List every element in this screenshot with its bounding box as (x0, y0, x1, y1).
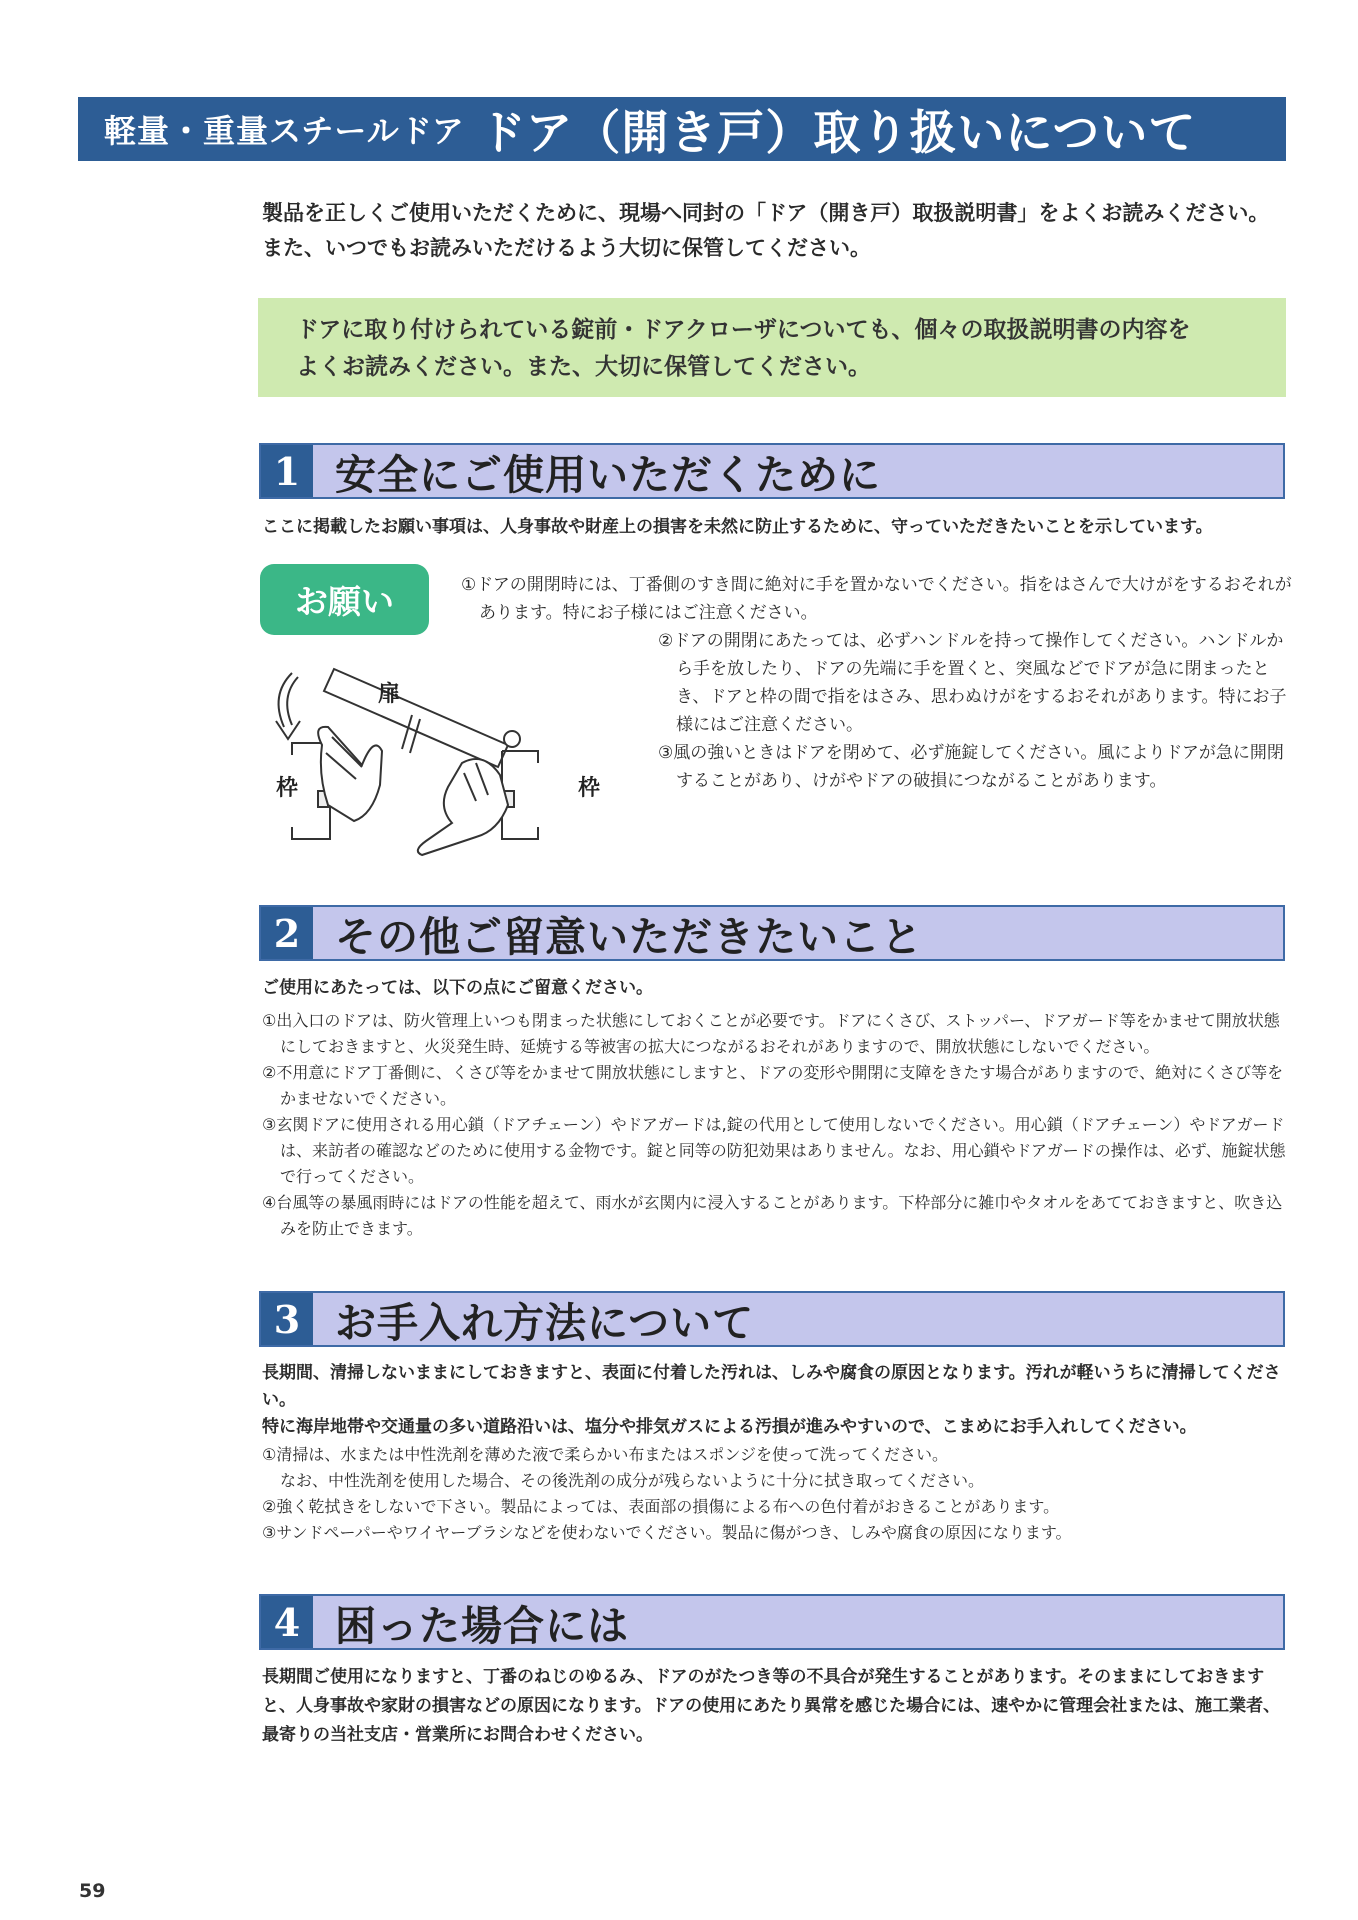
section-3-item-1-note: なお、中性洗剤を使用した場合、その後洗剤の成分が残らないように十分に拭き取ってください。 (280, 1471, 985, 1490)
section-4-header (259, 1594, 1285, 1650)
page-title-bar (78, 97, 1286, 161)
section-1-title: 安全にご使用いただくために (335, 450, 881, 499)
section-3-title: お手入れ方法について (335, 1298, 755, 1347)
swing-arrow-icon (276, 673, 300, 739)
door-label: 扉 (378, 682, 401, 707)
intro-text (262, 196, 1292, 266)
section-3-item-2: ②強く乾拭きをしないで下さい。製品によっては、表面部の損傷による布への色付着がおきることがあります。 (262, 1497, 1060, 1516)
section-2-item-2: ②不用意にドア丁番側に、くさび等をかませて開放状態にしますと、ドアの変形や開閉に支障をきたす場合がありますので、絶対にくさび等をかませないでください。 (262, 1063, 1284, 1108)
section-1-item-1: ①ドアの開閉時には、丁番側のすき間に絶対に手を置かないでください。指をはさんで大けがをするおそれがあります。特にお子様にはご注意ください。 (461, 575, 1292, 623)
notice-box (258, 298, 1286, 397)
section-3-lead-2: 特に海岸地帯や交通量の多い道路沿いは、塩分や排気ガスによる汚損が進みやすいので、こまめにお手入れしてください。 (262, 1417, 1197, 1437)
section-3-header (259, 1291, 1285, 1347)
section-3-list (262, 1442, 1292, 1546)
section-1-item-2: ②ドアの開閉にあたっては、必ずハンドルを持って操作してください。ハンドルから手を放したり、ドアの先端に手を置くと、突風などでドアが急に閉まったとき、ドアと枠の間で指をはさみ、思わぬけがをするおそれがあります。特にお子様にはご注意ください。 (658, 631, 1287, 735)
page-number: 59 (79, 1880, 106, 1902)
hinge-icon (504, 731, 520, 747)
frame-label-left: 枠 (276, 776, 299, 801)
section-2-item-4: ④台風等の暴風雨時にはドアの性能を超えて、雨水が玄関内に浸入することがあります。下枠部分に雑巾やタオルをあてておきますと、吹き込みを防止できます。 (262, 1193, 1283, 1238)
section-2-list (262, 1008, 1292, 1242)
section-1-item-3: ③風の強いときはドアを閉めて、必ず施錠してください。風によりドアが急に開閉することがあり、けがやドアの破損につながることがあります。 (658, 743, 1284, 791)
section-4-body: 長期間ご使用になりますと、丁番のねじのゆるみ、ドアのがたつき等の不具合が発生することがあります。そのままにしておきますと、人身事故や家財の損害などの原因になります。ドアの使用にあたり異常を感じた場合には、速やかに管理会社または、施工業者、最寄りの当社支店・営業所にお問合わせください。 (262, 1667, 1281, 1745)
section-2-header (259, 905, 1285, 961)
door-pinch-illustration (262, 655, 614, 860)
right-hand-icon (418, 759, 508, 855)
right-frame (502, 751, 538, 839)
frame-label-right: 枠 (578, 776, 601, 801)
notice-line-1: ドアに取り付けられている錠前・ドアクローザについても、個々の取扱説明書の内容を (296, 317, 1191, 343)
section-3-item-3: ③サンドペーパーやワイヤーブラシなどを使わないでください。製品に傷がつき、しみや腐食の原因になります。 (262, 1523, 1072, 1542)
intro-line-1: 製品を正しくご使用いただくために、現場へ同封の「ドア（開き戸）取扱説明書」をよくお読みください。 (262, 201, 1270, 225)
section-2-lead: ご使用にあたっては、以下の点にご留意ください。 (262, 978, 653, 998)
section-3-lead-1: 長期間、清掃しないままにしておきますと、表面に付着した汚れは、しみや腐食の原因となります。汚れが軽いうちに清掃してください。 (262, 1363, 1281, 1410)
notice-line-2: よくお読みください。また、大切に保管してください。 (296, 354, 871, 380)
section-1-lead: ここに掲載したお願い事項は、人身事故や財産上の損害を未然に防止するために、守っていただきたいことを示しています。 (262, 517, 1213, 537)
section-3-number: 3 (261, 1293, 313, 1345)
title-large: ドア（開き戸）取り扱いについて (478, 105, 1197, 161)
section-1-header (259, 443, 1285, 499)
request-badge: お願い (260, 564, 429, 635)
section-1-number: 1 (261, 445, 313, 497)
section-3-lead (262, 1360, 1292, 1441)
section-2-number: 2 (261, 907, 313, 959)
section-2-title: その他ご留意いただきたいこと (335, 912, 923, 961)
title-small: 軽量・重量スチールドア (104, 112, 465, 150)
section-1-items (658, 627, 1290, 795)
section-2-item-3: ③玄関ドアに使用される用心鎖（ドアチェーン）やドアガードは,錠の代用として使用しないでください。用心鎖（ドアチェーン）やドアガードは、来訪者の確認などのために使用する金物です。錠と同等の防犯効果はありません。なお、用心鎖やドアガードの操作は、必ず、施錠状態で行ってください。 (262, 1115, 1286, 1186)
section-2-item-1: ①出入口のドアは、防火管理上いつも閉まった状態にしておくことが必要です。ドアにくさび、ストッパー、ドアガード等をかませて開放状態にしておきますと、火災発生時、延焼する等被害の拡大につながるおそれがありますので、開放状態にしないでください。 (262, 1011, 1280, 1056)
section-4-title: 困った場合には (335, 1601, 629, 1650)
section-3-item-1: ①清掃は、水または中性洗剤を薄めた液で柔らかい布またはスポンジを使って洗ってください。 (262, 1445, 948, 1464)
intro-line-2: また、いつでもお読みいただけるよう大切に保管してください。 (262, 236, 871, 260)
section-4-number: 4 (261, 1596, 313, 1648)
